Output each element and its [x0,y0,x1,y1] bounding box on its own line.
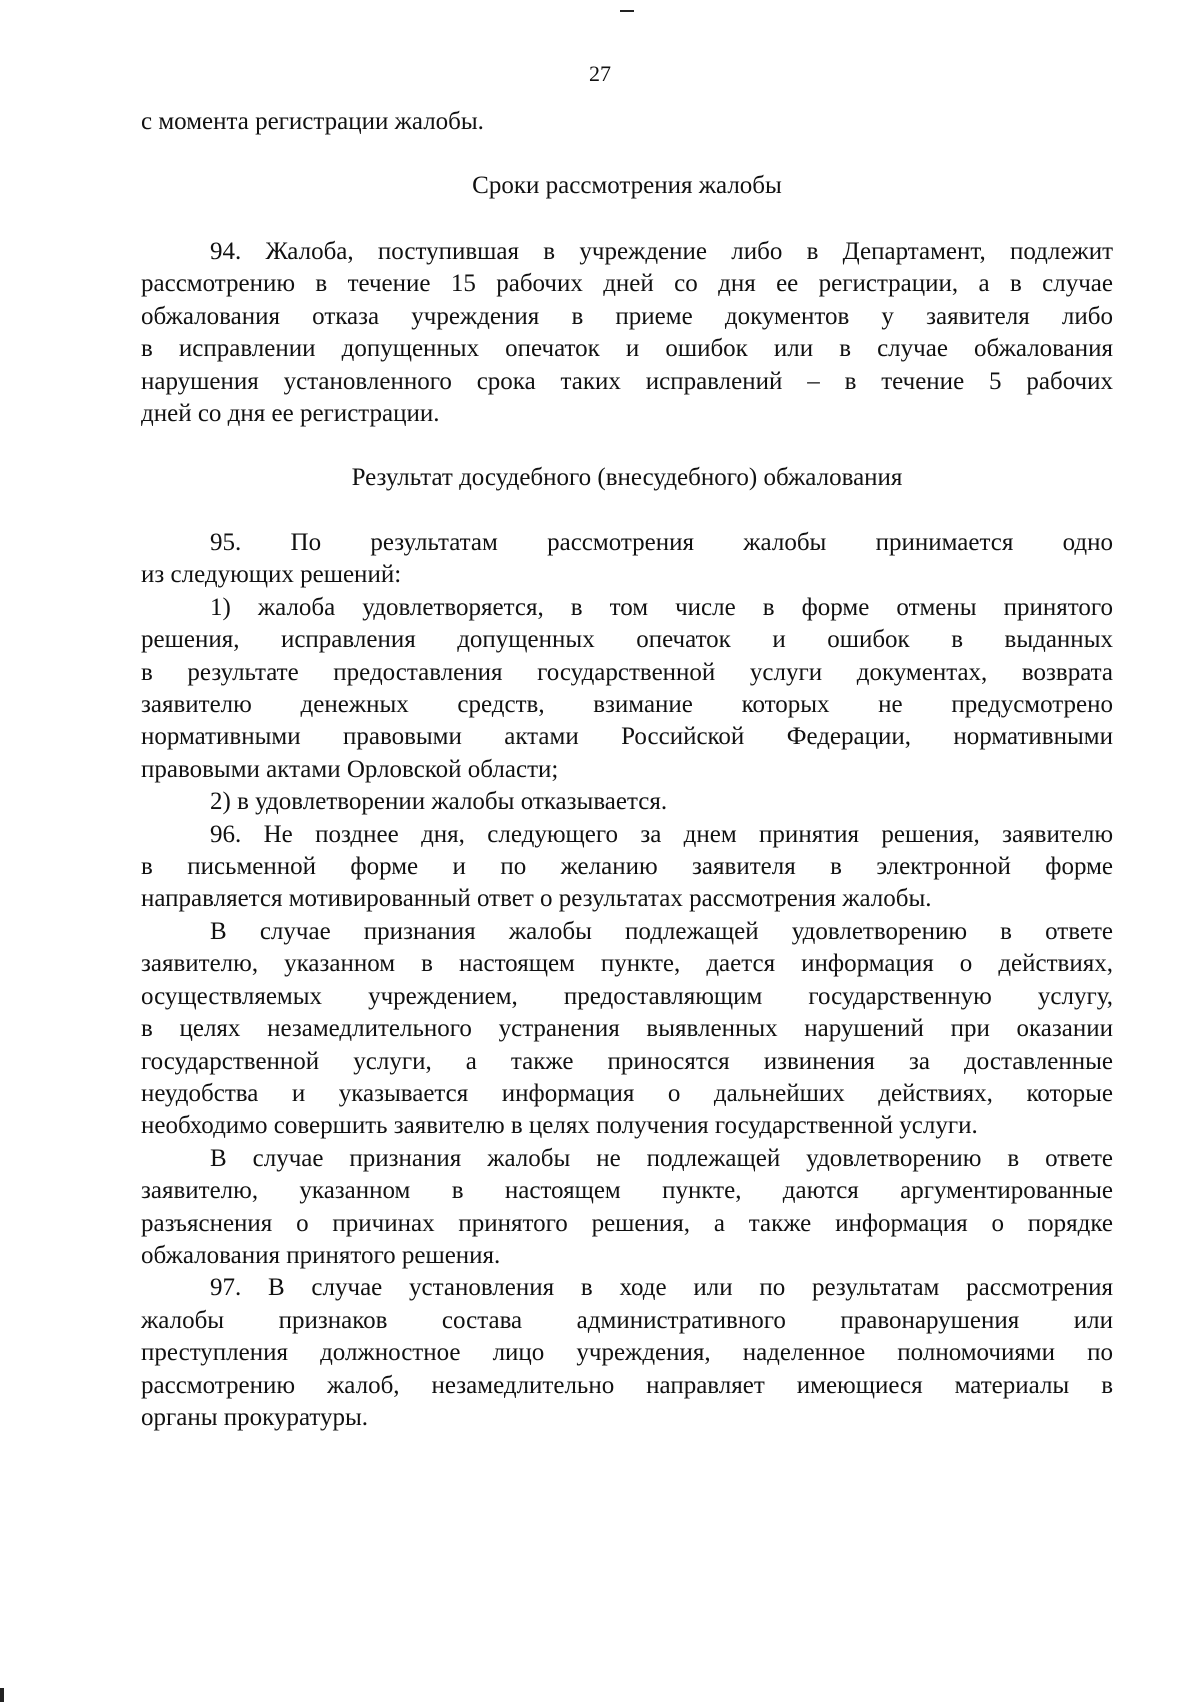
heading-terms: Сроки рассмотрения жалобы [472,172,782,199]
paragraph-line: 94. Жалоба, поступившая в учреждение либо в Департамент, подлежит [210,238,1113,265]
paragraph-line: В случае признания жалобы подлежащей удовлетворению в ответе [210,917,1113,945]
paragraph-line: осуществляемых учреждением, предоставляющим государственную услугу, [141,982,1113,1010]
paragraph-line: рассмотрению в течение 15 рабочих дней со дня ее регистрации, а в случае [141,270,1113,298]
paragraph-line: заявителю, указанном в настоящем пункте, даются аргументированные [141,1177,1113,1205]
page-number: 27 [589,61,611,86]
paragraph-line: из следующих решений: [141,561,402,589]
paragraph-line: в целях незамедлительного устранения выявленных нарушений при оказании [141,1015,1113,1043]
paragraph-line: В случае признания жалобы не подлежащей удовлетворению в ответе [210,1144,1113,1172]
paragraph-line: дней со дня ее регистрации. [141,400,440,428]
paragraph-line: нормативными правовыми актами Российской Федерации, нормативными [141,723,1113,751]
paragraph-line: государственной услуги, а также приносятся извинения за доставленные [141,1047,1113,1075]
paragraph-line: в результате предоставления государственной услуги документах, возврата [141,658,1113,686]
paragraph-95 [141,527,1113,1434]
paragraph-line: 96. Не позднее дня, следующего за днем принятия решения, заявителю [210,820,1113,848]
paragraph-line: решения, исправления допущенных опечаток и ошибок в выданных [141,626,1113,654]
paragraph-line: обжалования отказа учреждения в приеме документов у заявителя либо [141,302,1113,330]
intro-line [141,106,1113,138]
paragraph-line: рассмотрению жалоб, незамедлительно направляет имеющиеся материалы в [141,1371,1113,1399]
paragraph-line: 97. В случае установления в ходе или по результатам рассмотрения [210,1274,1113,1302]
intro-text: с момента регистрации жалобы. [141,108,484,135]
paragraph-line: направляется мотивированный ответ о результатах рассмотрения жалобы. [141,885,932,913]
paragraph-line: неудобства и указывается информация о дальнейших действиях, которые [141,1079,1113,1107]
paragraph-line: обжалования принятого решения. [141,1241,501,1269]
paragraph-line: заявителю, указанном в настоящем пункте, дается информация о действиях, [141,950,1113,978]
paragraph-line: жалобы признаков состава административного правонарушения или [141,1306,1113,1334]
paragraph-line: правовыми актами Орловской области; [141,755,559,783]
paragraph-line: 95. По результатам рассмотрения жалобы принимается одно [210,529,1113,556]
paragraph-line: разъяснения о причинах принятого решения, а также информация о порядке [141,1209,1113,1237]
paragraph-line: необходимо совершить заявителю в целях получения государственной услуги. [141,1112,978,1140]
paragraph-line: заявителю денежных средств, взимание которых не предусмотрено [141,691,1113,719]
paragraph-line: органы прокуратуры. [141,1403,369,1431]
paragraph-line: 1) жалоба удовлетворяется, в том числе в форме отмены принятого [210,593,1113,621]
scan-artifact [0,1688,4,1702]
paragraph-line: преступления должностное лицо учреждения, наделенное полномочиями по [141,1339,1113,1367]
scan-artifact [620,10,634,12]
paragraph-line: в исправлении допущенных опечаток и ошибок или в случае обжалования [141,335,1113,363]
paragraph-line: 2) в удовлетворении жалобы отказывается. [210,788,668,816]
paragraph-line: в письменной форме и по желанию заявителя в электронной форме [141,853,1113,881]
paragraph-line: нарушения установленного срока таких исправлений – в течение 5 рабочих [141,367,1113,395]
paragraph-94 [141,236,1113,430]
heading-result: Результат досудебного (внесудебного) обжалования [351,464,903,491]
